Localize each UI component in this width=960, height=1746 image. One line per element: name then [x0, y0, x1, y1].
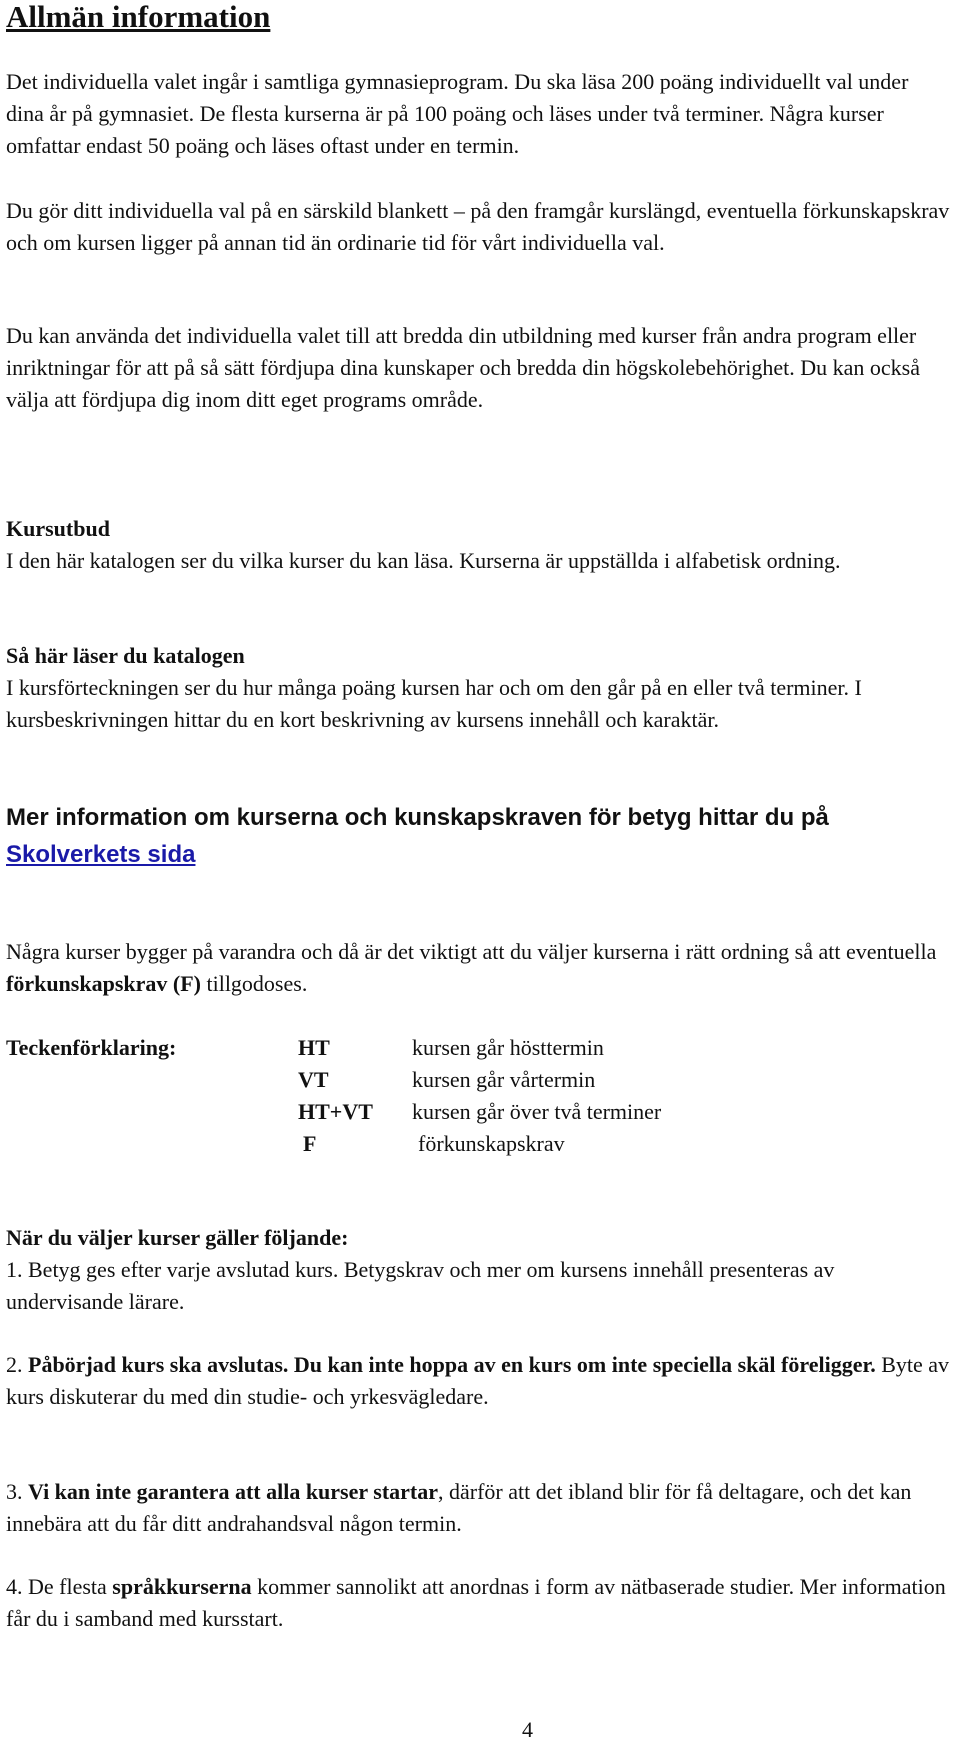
- katalogen-heading: Så här läser du katalogen: [6, 643, 245, 668]
- prereq-text-before: Några kurser bygger på varandra och då är det viktigt att du väljer kurserna i rätt ordning så att eventuella: [6, 939, 937, 964]
- rule-2-rest: Byte av kurs diskuterar du med din studie- och yrkesvägledare.: [6, 1352, 950, 1409]
- rule-2: [6, 1349, 951, 1413]
- rule-3: [6, 1476, 951, 1540]
- katalogen-text: I kursförteckningen ser du hur många poäng kursen har och om den går på en eller två terminer. I kursbeskrivningen hittar du en kort beskrivning av kursens innehåll och karaktär.: [6, 675, 862, 732]
- legend-row-vt: [6, 1064, 906, 1096]
- kursutbud-section: [6, 513, 951, 577]
- legend-row-f: [6, 1128, 906, 1160]
- intro-paragraph-3: Du kan använda det individuella valet till att bredda din utbildning med kurser från andra program eller inriktningar för att på så sätt fördjupa dina kunskaper och bredda din högskolebehörighet. Du kan också välja att fördjupa dig inom ditt eget programs område.: [6, 323, 920, 412]
- legend-code: HT: [298, 1035, 330, 1060]
- intro-paragraph-2: Du gör ditt individuella val på en särskild blankett – på den framgår kurslängd, eventuella förkunskapskrav och om kursen ligger på annan tid än ordinarie tid för vårt individuella val.: [6, 198, 950, 255]
- legend-row-htvt: [6, 1096, 906, 1128]
- rule-4-rest: kommer sannolikt att anordnas i form av nätbaserade studier. Mer information får du i samband med kursstart.: [6, 1574, 946, 1631]
- rule-3-rest: , därför att det ibland blir för få deltagare, och det kan innebära att du får ditt andrahandsval någon termin.: [6, 1479, 912, 1536]
- legend-code: VT: [298, 1067, 329, 1092]
- legend-code: F: [303, 1131, 317, 1156]
- rules-section: [6, 1222, 951, 1318]
- legend-text: kursen går över två terminer: [412, 1099, 662, 1124]
- rule-4: [6, 1571, 951, 1635]
- legend-text: kursen går vårtermin: [412, 1067, 596, 1092]
- rule-2-bold: Påbörjad kurs ska avslutas. Du kan inte hoppa av en kurs om inte speciella skäl föreligger.: [28, 1352, 876, 1377]
- rule-4-bold: språkkurserna: [112, 1574, 252, 1599]
- intro-paragraph-1: Det individuella valet ingår i samtliga gymnasieprogram. Du ska läsa 200 poäng individuellt val under dina år på gymnasiet. De flesta kurserna är på 100 poäng och läses under två terminer. Några kurser omfattar endast 50 poäng och läses oftast under en termin.: [6, 69, 909, 158]
- page-number: 4: [522, 1717, 533, 1742]
- page-title: Allmän information: [6, 0, 271, 34]
- legend-code: HT+VT: [298, 1099, 373, 1124]
- prereq-text-after: tillgodoses.: [200, 971, 308, 996]
- more-info-text: Mer information om kurserna och kunskapskraven för betyg hittar du på: [6, 804, 829, 831]
- kursutbud-text: I den här katalogen ser du vilka kurser du kan läsa. Kurserna är uppställda i alfabetisk ordning.: [6, 548, 841, 573]
- rule-4-number: 4. De flesta: [6, 1574, 113, 1599]
- rule-2-number: 2.: [6, 1352, 28, 1377]
- rule-3-number: 3.: [6, 1479, 28, 1504]
- legend-text: förkunskapskrav: [418, 1131, 565, 1156]
- rules-heading: När du väljer kurser gäller följande:: [6, 1225, 349, 1250]
- prereq-paragraph: [6, 936, 951, 1000]
- legend-row-ht: [6, 1032, 906, 1064]
- rule-1: 1. Betyg ges efter varje avslutad kurs. Betygskrav och mer om kursens innehåll presenteras av undervisande lärare.: [6, 1257, 835, 1314]
- skolverket-link[interactable]: Skolverkets sida: [6, 841, 196, 868]
- rule-3-bold: Vi kan inte garantera att alla kurser startar: [28, 1479, 438, 1504]
- more-info-link-line: [6, 840, 195, 870]
- kursutbud-heading: Kursutbud: [6, 516, 110, 541]
- prereq-bold: förkunskapskrav (F): [6, 971, 201, 996]
- legend-label: Teckenförklaring:: [6, 1035, 177, 1060]
- katalogen-section: [6, 640, 951, 736]
- legend-text: kursen går hösttermin: [412, 1035, 604, 1060]
